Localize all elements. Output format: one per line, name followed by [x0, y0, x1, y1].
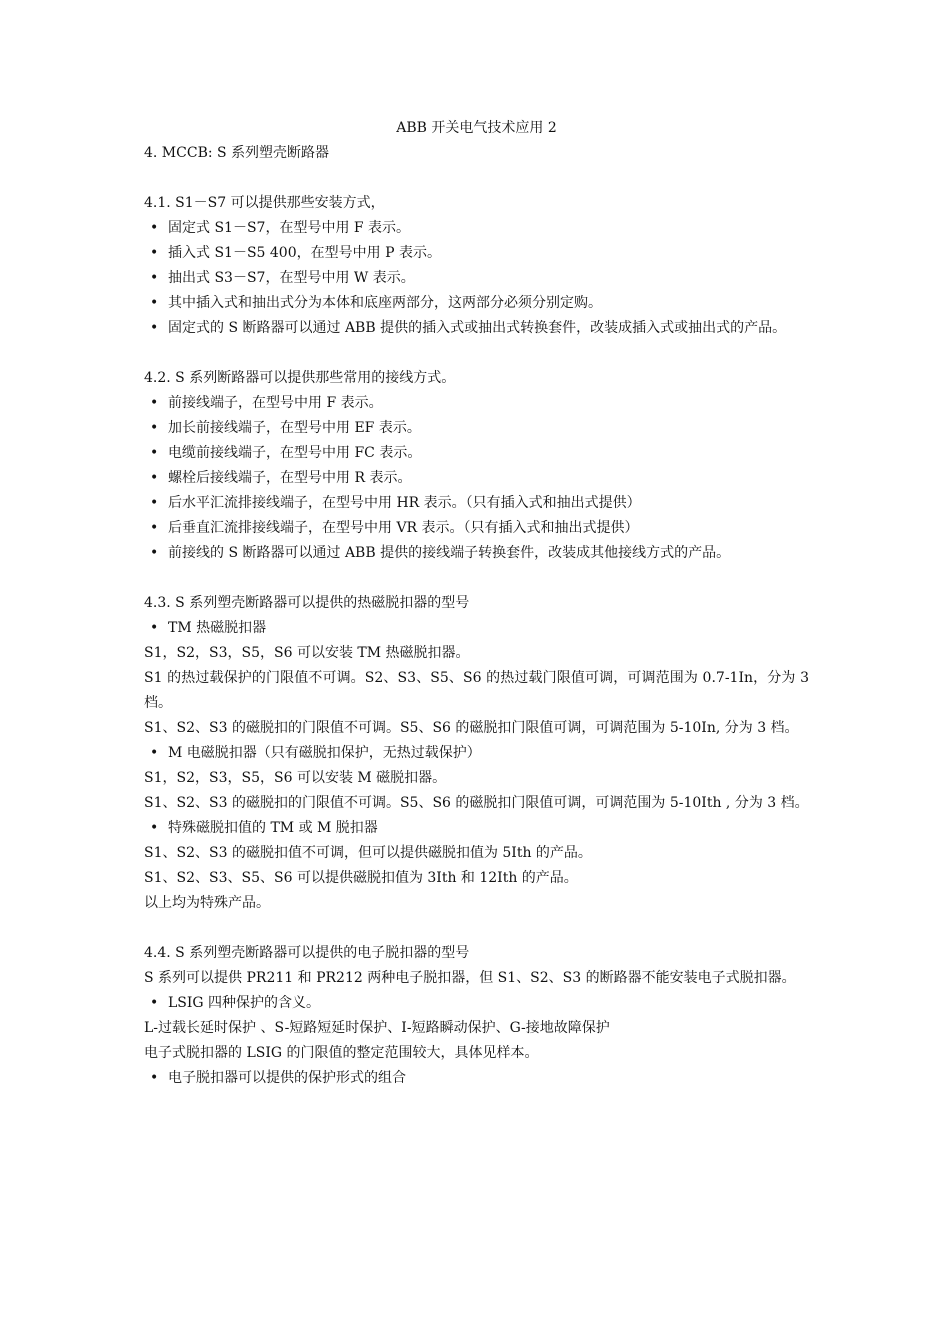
- list-item: • 后垂直汇流排接线端子，在型号中用 VR 表示。（只有插入式和抽出式提供）: [144, 516, 809, 541]
- spacer: [144, 916, 809, 941]
- paragraph-line: S1、S2、S3 的磁脱扣的门限值不可调。S5、S6 的磁脱扣门限值可调，可调范围为 5-10Ith , 分为 3 档。: [144, 795, 809, 811]
- list-item: • M 电磁脱扣器（只有磁脱扣保护，无热过载保护）: [144, 741, 809, 766]
- paragraph-line: S1，S2，S3，S5，S6 可以安装 TM 热磁脱扣器。: [144, 645, 470, 661]
- paragraph-line: 电子式脱扣器的 LSIG 的门限值的整定范围较大，具体见样本。: [144, 1045, 539, 1061]
- chapter-heading: 4. MCCB: S 系列塑壳断路器: [144, 145, 330, 161]
- section-heading-4-4: 4.4. S 系列塑壳断路器可以提供的电子脱扣器的型号: [144, 945, 470, 961]
- section-heading-4-3: 4.3. S 系列塑壳断路器可以提供的热磁脱扣器的型号: [144, 595, 470, 611]
- section-heading-4-1: 4.1. S1－S7 可以提供那些安装方式，: [144, 195, 385, 211]
- list-item: • LSIG 四种保护的含义。: [144, 991, 809, 1016]
- paragraph-line: 以上均为特殊产品。: [144, 895, 270, 911]
- list-item: • 固定式的 S 断路器可以通过 ABB 提供的插入式或抽出式转换套件，改装成插入式或抽出式的产品。: [144, 316, 809, 341]
- list-item: • 后水平汇流排接线端子，在型号中用 HR 表示。（只有插入式和抽出式提供）: [144, 491, 809, 516]
- document-title: ABB 开关电气技术应用 2: [396, 120, 557, 136]
- paragraph-line: S1，S2，S3，S5，S6 可以安装 M 磁脱扣器。: [144, 770, 447, 786]
- spacer: [144, 341, 809, 366]
- paragraph-line: S1、S2、S3 的磁脱扣的门限值不可调。S5、S6 的磁脱扣门限值可调，可调范围为 5-10In, 分为 3 档。: [144, 720, 799, 736]
- section-heading-4-2: 4.2. S 系列断路器可以提供那些常用的接线方式。: [144, 370, 456, 386]
- document-page: [144, 116, 809, 1091]
- paragraph-line: S1 的热过载保护的门限值不可调。S2、S3、S5、S6 的热过载门限值可调，可调范围为 0.7-1In，分为 3 档。: [144, 670, 809, 711]
- list-item: • 特殊磁脱扣值的 TM 或 M 脱扣器: [144, 816, 809, 841]
- list-item: • 螺栓后接线端子，在型号中用 R 表示。: [144, 466, 809, 491]
- paragraph-line: S1、S2、S3 的磁脱扣值不可调，但可以提供磁脱扣值为 5Ith 的产品。: [144, 845, 592, 861]
- paragraph-line: S1、S2、S3、S5、S6 可以提供磁脱扣值为 3Ith 和 12Ith 的产品。: [144, 870, 578, 886]
- list-item: • TM 热磁脱扣器: [144, 616, 809, 641]
- list-item: • 加长前接线端子，在型号中用 EF 表示。: [144, 416, 809, 441]
- list-item: • 电子脱扣器可以提供的保护形式的组合: [144, 1066, 809, 1091]
- list-item: • 固定式 S1－S7，在型号中用 F 表示。: [144, 216, 809, 241]
- spacer: [144, 566, 809, 591]
- spacer: [144, 166, 809, 191]
- list-item: • 前接线的 S 断路器可以通过 ABB 提供的接线端子转换套件，改装成其他接线方式的产品。: [144, 541, 809, 566]
- list-item: • 插入式 S1－S5 400，在型号中用 P 表示。: [144, 241, 809, 266]
- list-item: • 前接线端子，在型号中用 F 表示。: [144, 391, 809, 416]
- list-item: • 电缆前接线端子，在型号中用 FC 表示。: [144, 441, 809, 466]
- paragraph-line: L-过载长延时保护 、S-短路短延时保护、I-短路瞬动保护、G-接地故障保护: [144, 1020, 610, 1036]
- paragraph-line: S 系列可以提供 PR211 和 PR212 两种电子脱扣器，但 S1、S2、S3 的断路器不能安装电子式脱扣器。: [144, 970, 796, 986]
- list-item: • 其中插入式和抽出式分为本体和底座两部分，这两部分必须分别定购。: [144, 291, 809, 316]
- list-item: • 抽出式 S3－S7，在型号中用 W 表示。: [144, 266, 809, 291]
